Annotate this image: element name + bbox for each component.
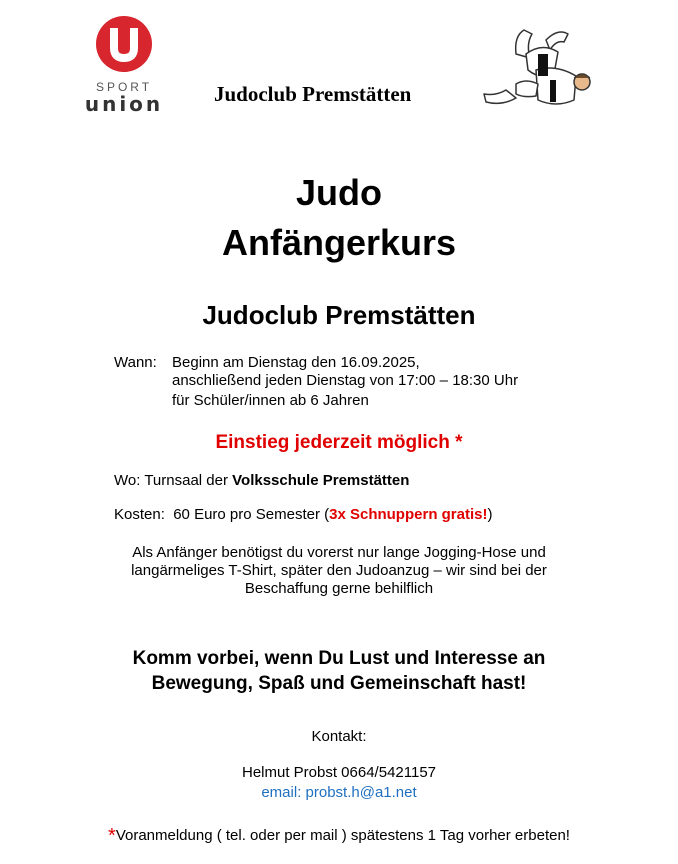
entry-notice: Einstieg jederzeit möglich * [215, 432, 463, 453]
logo-wordmark [78, 80, 170, 114]
footer-note [0, 823, 678, 846]
lower-fighter-leg [484, 90, 516, 103]
header-club-name: Judoclub Premstätten [214, 82, 412, 106]
info-line-2: langärmeliges T-Shirt, später den Judoanzug – wir sind bei der [131, 562, 547, 579]
fighter-hair [574, 74, 590, 78]
cost-suffix: ) [487, 506, 493, 523]
schedule-line-3: für Schüler/innen ab 6 Jahren [172, 392, 369, 409]
info-line-1: Als Anfänger benötigst du vorerst nur lange Jogging-Hose und [132, 544, 546, 561]
title-line-1: Judo [296, 172, 382, 213]
location-label: Wo: [114, 472, 141, 489]
cost-line [114, 506, 493, 523]
contact-label: Kontakt: [311, 728, 367, 745]
title-line-2: Anfängerkurs [221, 222, 457, 263]
club-subtitle: Judoclub Premstätten [202, 300, 476, 330]
schedule-line-2: anschließend jeden Dienstag von 17:00 – 18:30 Uhr [172, 372, 519, 389]
cost-highlight: 3x Schnuppern gratis! [329, 506, 488, 523]
black-belt-2 [550, 80, 556, 102]
schedule-line-1: Beginn am Dienstag den 16.09.2025, [172, 354, 420, 371]
schedule-label: Wann: [114, 354, 157, 371]
contact-person: Helmut Probst 0664/5421157 [241, 764, 437, 781]
invitation [0, 646, 678, 696]
info-line-3: Beschaffung gerne behilflich [244, 580, 434, 597]
cost-text: 60 Euro pro Semester ( [173, 506, 330, 523]
cost-label: Kosten: [114, 506, 165, 523]
location-prefix: Turnsaal der [144, 472, 228, 489]
invitation-line-2: Bewegung, Spaß und Gemeinschaft hast! [151, 673, 527, 694]
info-paragraph [0, 544, 678, 598]
logo-sport-text: SPORT [95, 80, 153, 94]
footer-text: Voranmeldung ( tel. oder per mail ) spätestens 1 Tag vorher erbeten! [115, 827, 570, 844]
upper-fighter-arm [546, 32, 568, 50]
location-place: Volksschule Premstätten [232, 472, 410, 489]
black-belt [538, 54, 548, 76]
footer-asterisk: * [108, 825, 116, 847]
invitation-line-1: Komm vorbei, wenn Du Lust und Interesse an [132, 648, 546, 669]
logo-union-text: union [84, 92, 164, 116]
lower-fighter-hip [516, 81, 538, 97]
location-line [114, 472, 409, 489]
judo-fighters-illustration [476, 24, 602, 114]
contact-email[interactable]: email: probst.h@a1.net [261, 784, 417, 801]
logo-circle [96, 16, 152, 72]
